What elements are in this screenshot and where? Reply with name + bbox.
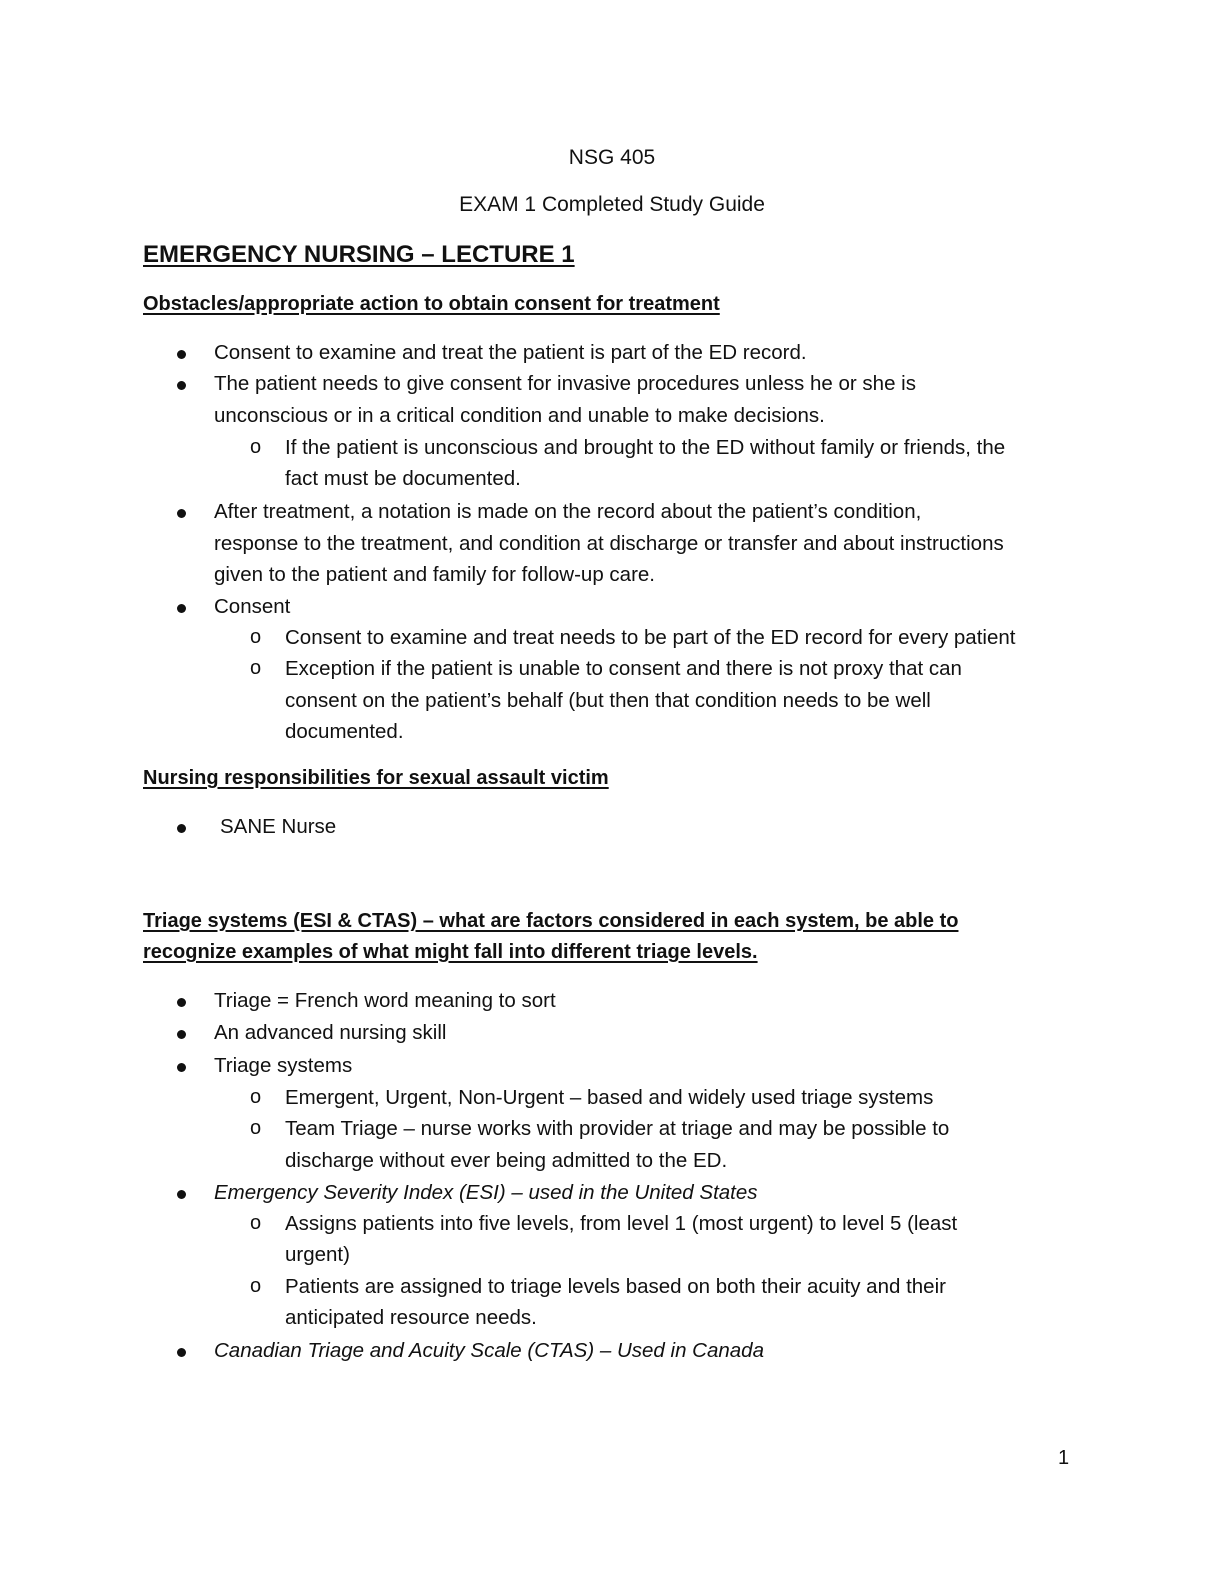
consent-sub-bullet-3-line-1: Exception if the patient is unable to consent and there is not proxy that can bbox=[285, 657, 962, 680]
sub-bullet-icon: o bbox=[250, 1275, 262, 1297]
course-code: NSG 405 bbox=[568, 146, 656, 169]
bullet-icon bbox=[177, 1190, 186, 1199]
consent-bullet-4: Consent bbox=[214, 595, 291, 618]
consent-bullet-3-line-1: After treatment, a notation is made on the record about the patient’s condition, bbox=[214, 500, 922, 523]
consent-bullet-2-line-1: The patient needs to give consent for invasive procedures unless he or she is bbox=[214, 372, 916, 395]
triage-bullet-2: An advanced nursing skill bbox=[214, 1021, 447, 1044]
page-number: 1 bbox=[1058, 1447, 1070, 1469]
triage-sub-bullet-2-line-1: Team Triage – nurse works with provider at triage and may be possible to bbox=[285, 1117, 950, 1140]
triage-heading-line-2: recognize examples of what might fall into different triage levels. bbox=[143, 941, 758, 963]
triage-sub-bullet-4-line-1: Patients are assigned to triage levels based on both their acuity and their bbox=[285, 1275, 946, 1298]
triage-bullet-1: Triage = French word meaning to sort bbox=[214, 989, 556, 1012]
triage-sub-bullet-3-line-2: urgent) bbox=[285, 1243, 350, 1266]
sub-bullet-icon: o bbox=[250, 657, 262, 679]
bullet-icon bbox=[177, 824, 186, 833]
triage-bullet-4: Emergency Severity Index (ESI) – used in the United States bbox=[214, 1181, 758, 1204]
section-title: EMERGENCY NURSING – LECTURE 1 bbox=[143, 241, 575, 268]
consent-bullet-3-line-3: given to the patient and family for follow-up care. bbox=[214, 563, 655, 586]
consent-sub-bullet-3-line-2: consent on the patient’s behalf (but then that condition needs to be well bbox=[285, 689, 931, 712]
triage-sub-bullet-4-line-2: anticipated resource needs. bbox=[285, 1306, 537, 1329]
consent-heading: Obstacles/appropriate action to obtain consent for treatment bbox=[143, 293, 720, 315]
sub-bullet-icon: o bbox=[250, 436, 262, 458]
bullet-icon bbox=[177, 381, 186, 390]
assault-heading: Nursing responsibilities for sexual assault victim bbox=[143, 767, 609, 789]
document-subtitle: EXAM 1 Completed Study Guide bbox=[459, 193, 765, 216]
sub-bullet-icon: o bbox=[250, 1212, 262, 1234]
triage-bullet-3: Triage systems bbox=[214, 1054, 353, 1077]
triage-sub-bullet-2-line-2: discharge without ever being admitted to the ED. bbox=[285, 1149, 728, 1172]
bullet-icon bbox=[177, 509, 186, 518]
consent-sub-bullet-3-line-3: documented. bbox=[285, 720, 404, 743]
consent-bullet-1: Consent to examine and treat the patient is part of the ED record. bbox=[214, 341, 807, 364]
sub-bullet-icon: o bbox=[250, 1117, 262, 1139]
bullet-icon bbox=[177, 1063, 186, 1072]
consent-bullet-3-line-2: response to the treatment, and condition at discharge or transfer and about instructions bbox=[214, 532, 1004, 555]
bullet-icon bbox=[177, 604, 186, 613]
bullet-icon bbox=[177, 350, 186, 359]
sub-bullet-icon: o bbox=[250, 626, 262, 648]
sub-bullet-icon: o bbox=[250, 1086, 262, 1108]
triage-sub-bullet-3-line-1: Assigns patients into five levels, from level 1 (most urgent) to level 5 (least bbox=[285, 1212, 958, 1235]
consent-sub-bullet-2: Consent to examine and treat needs to be part of the ED record for every patient bbox=[285, 626, 1016, 649]
consent-sub-bullet-1-line-2: fact must be documented. bbox=[285, 467, 521, 490]
triage-bullet-5: Canadian Triage and Acuity Scale (CTAS) – Used in Canada bbox=[214, 1339, 764, 1362]
consent-sub-bullet-1-line-1: If the patient is unconscious and brought to the ED without family or friends, the bbox=[285, 436, 1006, 459]
bullet-icon bbox=[177, 1030, 186, 1039]
bullet-icon bbox=[177, 1348, 186, 1357]
triage-heading-line-1: Triage systems (ESI & CTAS) – what are factors considered in each system, be able to bbox=[143, 910, 959, 932]
assault-bullet-1: SANE Nurse bbox=[220, 815, 337, 838]
triage-sub-bullet-1: Emergent, Urgent, Non-Urgent – based and widely used triage systems bbox=[285, 1086, 934, 1109]
consent-bullet-2-line-2: unconscious or in a critical condition and unable to make decisions. bbox=[214, 404, 825, 427]
bullet-icon bbox=[177, 998, 186, 1007]
